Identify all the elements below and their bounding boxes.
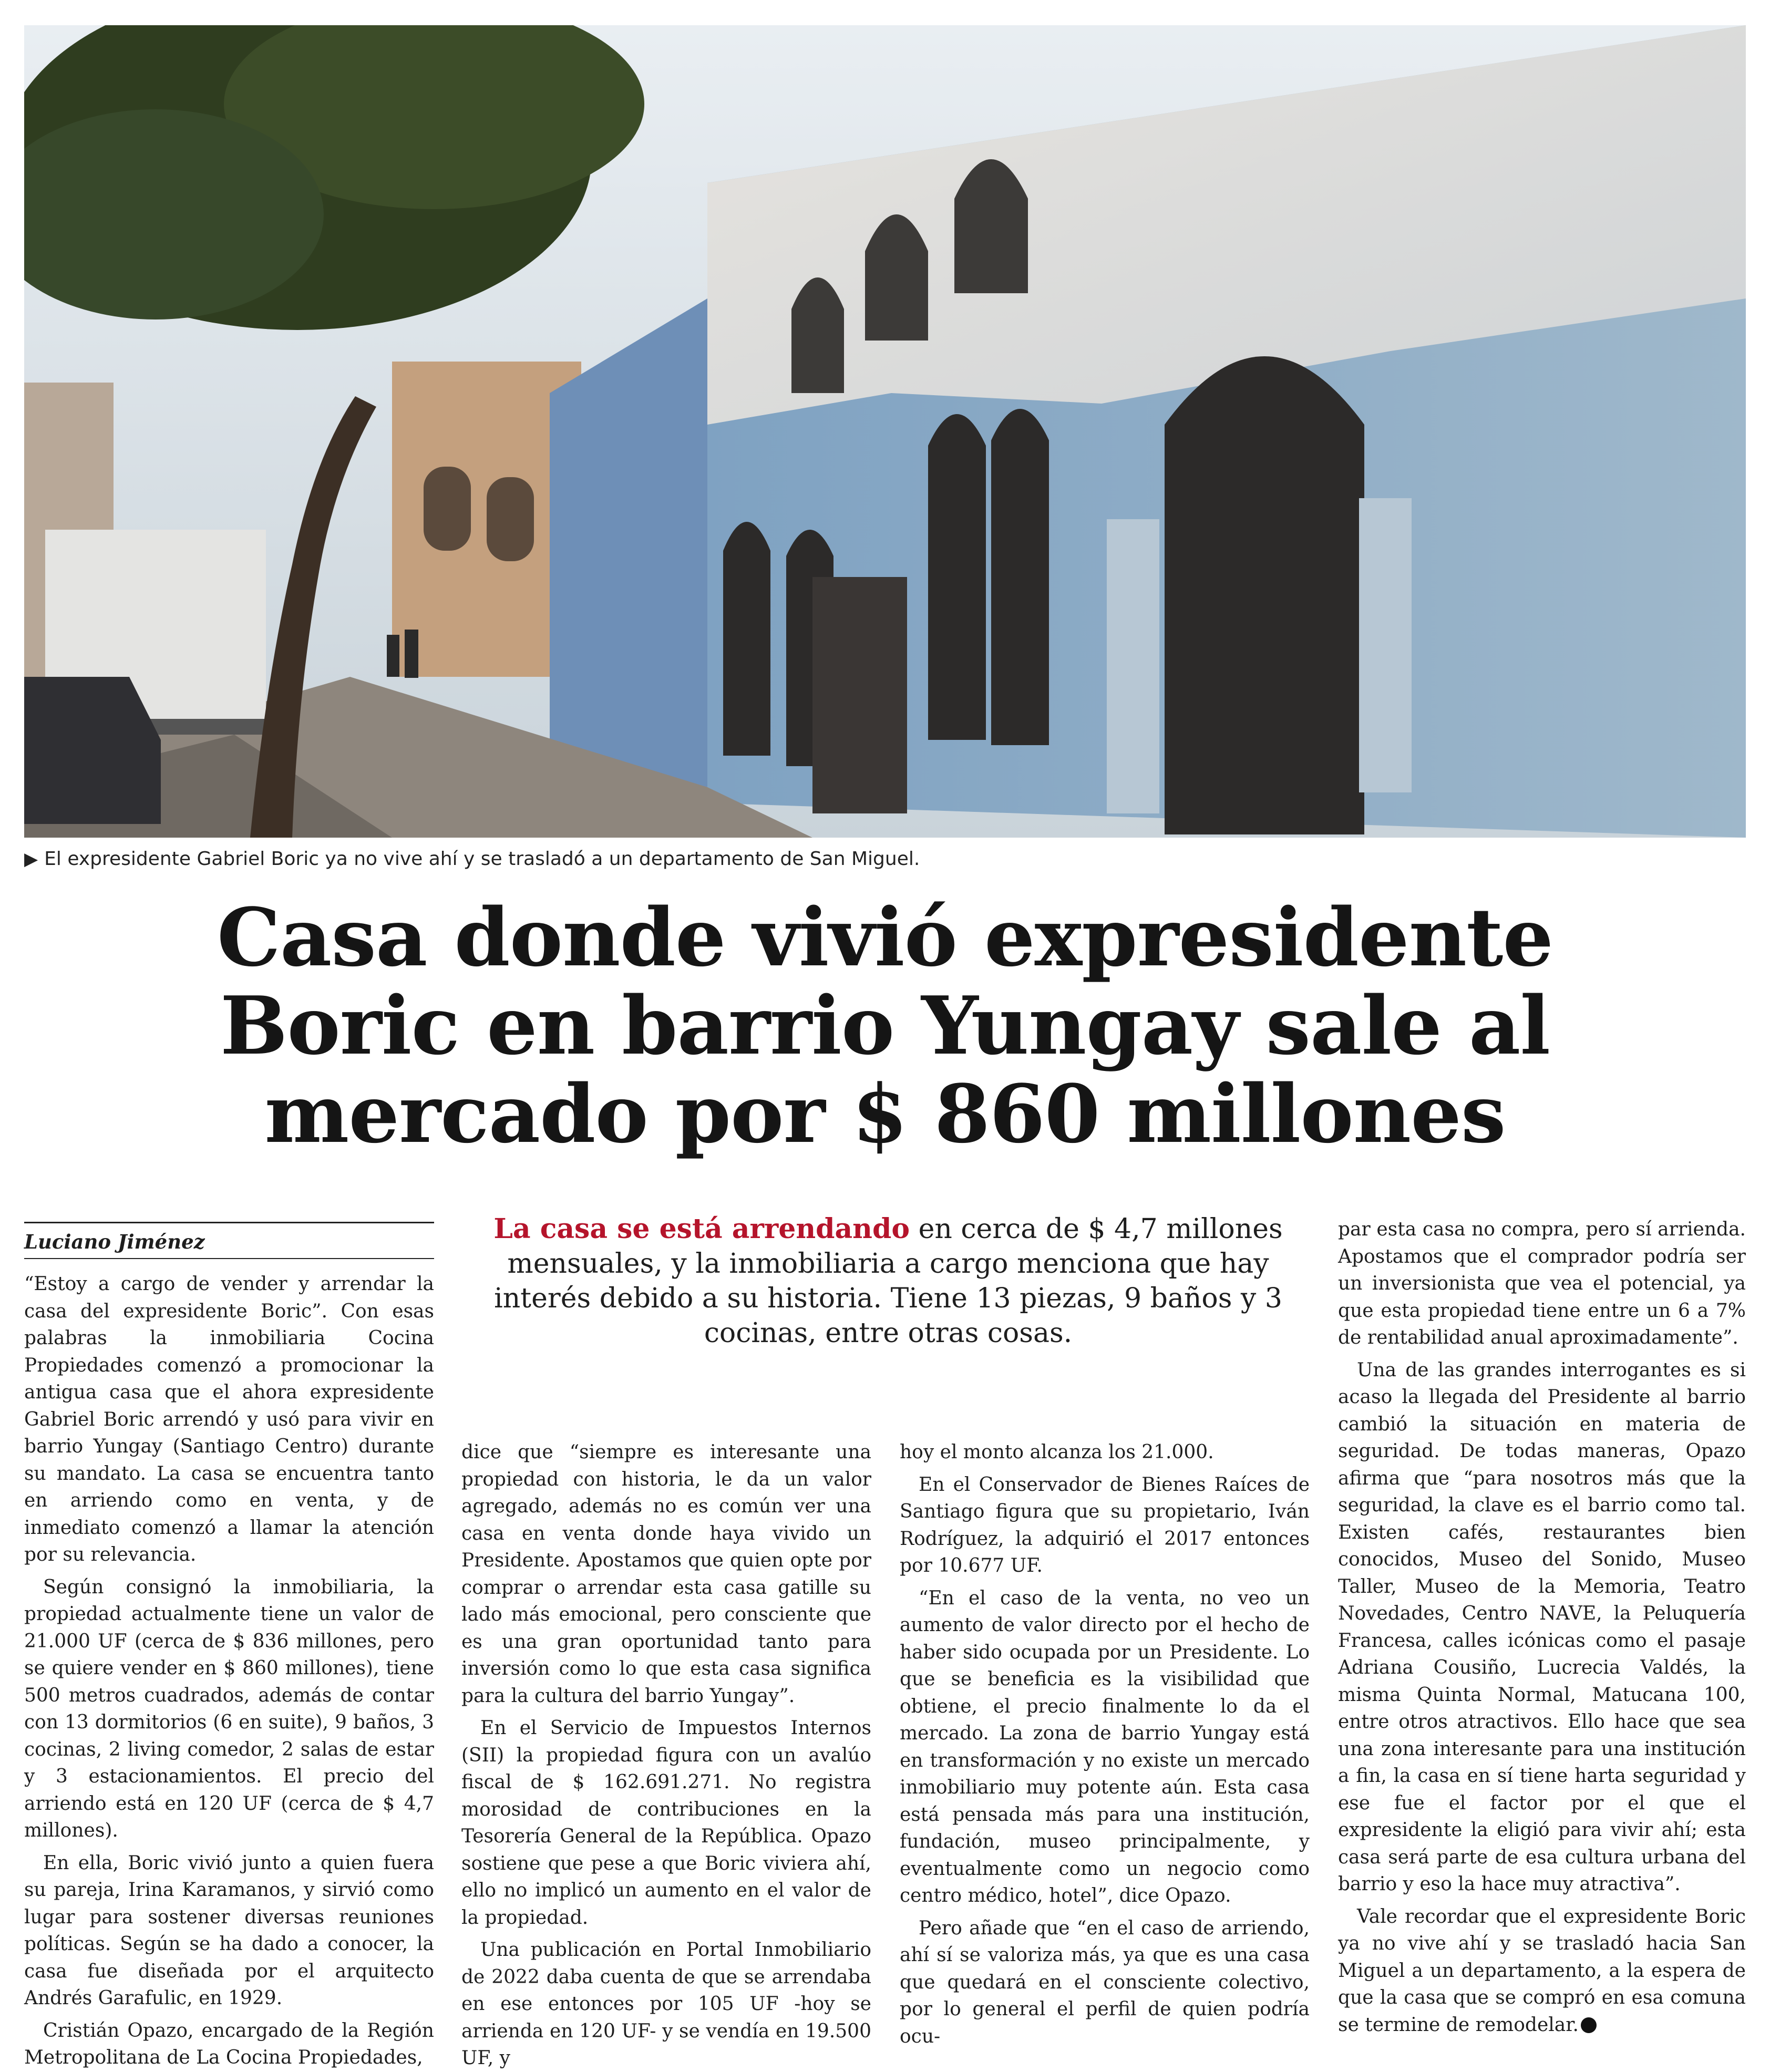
photo-caption-text: El expresidente Gabriel Boric ya no vive ahí y se trasladó a un departamento de San Miguel. (44, 848, 920, 870)
triangle-right-icon: ▶ (24, 849, 38, 870)
paragraph: “Estoy a cargo de vender y arrendar la casa del expresidente Boric”. Con esas palabras la inmobiliaria Cocina Propiedades comenzó a promocionar la antigua casa que el ahora expresidente Gabriel Boric arrendó y usó para vivir en barrio Yungay (Santiago Centro) durante su mandato. La casa se encuentra tanto en arriendo como en venta, y de inmediato comenzó a llamar la atención por su relevancia. (24, 1273, 434, 1565)
paragraph: En el Servicio de Impuestos Internos (SII) la propiedad figura con un avalúo fiscal de $ 162.691.271. No registra morosidad de contribuciones en la Tesorería General de la República. Opazo sostiene que pese a que Boric viviera ahí, ello no implicó un aumento en el valor de la propiedad. (461, 1717, 871, 1929)
paragraph: hoy el monto alcanza los 21.000. (900, 1441, 1214, 1463)
body-column-3 (900, 1439, 1310, 2047)
byline-top-rule (24, 1222, 434, 1223)
headline-line-2: Boric en barrio Yungay sale al (220, 978, 1550, 1073)
headline-line-1: Casa donde vivió expresidente (217, 890, 1553, 984)
end-of-article-dot-icon (1581, 2017, 1597, 2033)
article-photo (24, 25, 1746, 838)
house-facade-illustration (24, 25, 1746, 838)
paragraph: Una de las grandes interrogantes es si acaso la llegada del Presidente al barrio cambió la situación en materia de seguridad. De todas maneras, Opazo afirma que “para nosotros más que la seguridad, la clave es el barrio como tal. Existen cafés, restaurantes bien conocidos, Museo del Sonido, Museo Taller, Museo de la Memoria, Teatro Novedades, Centro NAVE, la Peluquería Francesa, calles icónicas como el pasaje Adriana Cousiño, Lucrecia Valdés, la misma Quinta Normal, Matucana 100, entre otros atractivos. Ello hace que sea una zona interesante para una institución a fin, la casa en sí tiene harta seguridad y ese fue el factor por el que el expresidente la eligió para vivir ahí; esta casa será parte de esa cultura urbana del barrio y eso la hace muy atractiva”. (1338, 1359, 1746, 1895)
paragraph: Una publicación en Portal Inmobiliario de 2022 daba cuenta de que se arrendaba en ese entonces por 105 UF -hoy se arrienda en 120 UF- y se vendía en 19.500 UF, y (461, 1939, 871, 2069)
paragraph: En ella, Boric vivió junto a quien fuera su pareja, Irina Karamanos, y sirvió como lugar para sostener diversas reuniones políticas. Según se ha dado a conocer, la casa fue diseñada por el arquitecto Andrés Garafulic, en 1929. (24, 1852, 434, 2009)
photo-caption (24, 846, 1746, 872)
final-paragraph-text: Vale recordar que el expresidente Boric ya no vive ahí y se trasladó hacia San Miguel a un departamento, a la espera de que la casa que se compró en esa comuna se termine de remodelar. (1338, 1905, 1746, 2036)
headline-line-3: mercado por $ 860 millones (264, 1067, 1506, 1161)
byline: Luciano Jiménez (24, 1230, 205, 1253)
paragraph: dice que “siempre es interesante una propiedad con historia, le da un valor agregado, además no es común ver una casa en venta donde haya vivido un Presidente. Apostamos que quien opte por comprar o arrendar esta casa gatille su lado más emocional, pero consciente que es una gran oportunidad tanto para inversión como lo que esta casa significa para la cultura del barrio Yungay”. (461, 1441, 871, 1707)
paragraph: par esta casa no compra, pero sí arrienda. Apostamos que el comprador podría ser un inversionista que vea el potencial, ya que esta propiedad tiene entre un 6 a 7% de rentabilidad anual aproximadamente”. (1338, 1219, 1746, 1348)
paragraph: En el Conservador de Bienes Raíces de Santiago figura que su propietario, Iván Rodríguez, la adquirió el 2017 entonces por 10.677 UF. (900, 1473, 1310, 1576)
body-column-4 (1338, 1216, 1746, 2043)
body-column-2 (461, 1439, 871, 2069)
paragraph: Cristián Opazo, encargado de la Región Metropolitana de La Cocina Propiedades, (24, 2019, 434, 2068)
paragraph: “En el caso de la venta, no veo un aumento de valor directo por el hecho de haber sido ocupada por un Presidente. Lo que se beneficia es la visibilidad que obtiene, el precio finalmente lo da el mercado. La zona de barrio Yungay está en transformación y no existe un mercado inmobiliario muy potente aún. Esta casa está pensada más para una institución, fundación, museo principalmente, y eventualmente como un negocio como centro médico, hotel”, dice Opazo. (900, 1587, 1310, 1906)
lede-highlight: La casa se está arrendando (493, 1213, 910, 1245)
lede-text: en cerca de $ 4,7 millones mensuales, y la inmobiliaria a cargo menciona que hay interés debido a su historia. Tiene 13 piezas, 9 baños y 3 cocinas, entre otras cosas. (494, 1213, 1283, 1349)
final-paragraph (1338, 1903, 1746, 2039)
article-headline (105, 890, 1665, 1172)
paragraph: Según consignó la inmobiliaria, la propiedad actualmente tiene un valor de 21.000 UF (cerca de $ 836 millones, pero se quiere vender en $ 860 millones), tiene 500 metros cuadrados, además de contar con 13 dormitorios (6 en suite), 9 baños, 3 cocinas, 2 living comedor, 2 salas de estar y 3 estacionamientos. El precio del arriendo está en 120 UF (cerca de $ 4,7 millones). (24, 1576, 434, 1841)
article-lede (473, 1212, 1303, 1369)
body-column-1 (24, 1271, 434, 2068)
byline-bottom-rule (24, 1258, 434, 1259)
paragraph: Pero añade que “en el caso de arriendo, ahí sí se valoriza más, ya que es una casa que quedará en el consciente colectivo, por lo general el perfil de quien podría ocu- (900, 1917, 1310, 2047)
